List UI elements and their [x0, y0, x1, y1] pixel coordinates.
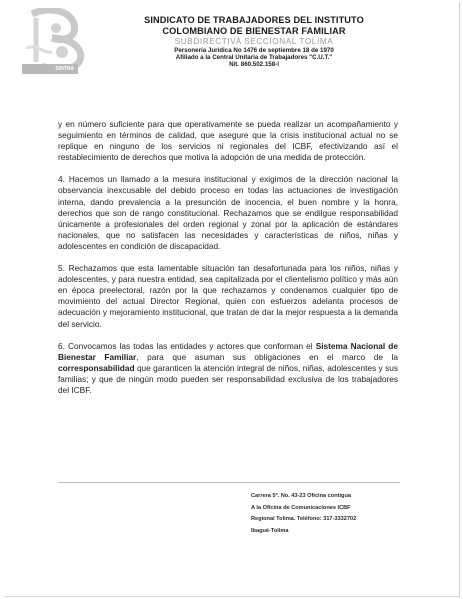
sistema-nacional-bold: Sistema Nacional de Bienestar Familiar: [58, 340, 398, 362]
affiliation: Afiliado a la Central Unitaria de Trabajadores "C.U.T.": [175, 53, 333, 61]
subdivision-name: SUBDIRECTIVA SECCIONAL TOLIMA: [174, 37, 334, 47]
address-line: Ibagué-Tolima: [251, 527, 289, 534]
address-line: A la Oficina de Comunicaciones ICBF: [251, 504, 351, 511]
letterhead: [104, 15, 404, 68]
paragraph-6-mid: , para que asuman sus obligaciones en el marco de la: [136, 351, 398, 362]
corresponsabilidad-bold: corresponsabilidad: [58, 362, 135, 373]
paragraph-6-start: 6. Convocamos las todas las entidades y actores que conforman el: [58, 340, 316, 351]
footer-address: [251, 491, 356, 537]
address-line: Carrera 5ª. No. 43-23 Oficina contigua: [251, 493, 351, 499]
nit-number: Nit. 860.502.158-l: [229, 60, 279, 68]
paragraph-6: [58, 341, 398, 396]
address-line: Regional Tolima. Teléfono: 317-3332702: [251, 516, 357, 523]
footer-divider: [58, 482, 400, 483]
letter-body: [58, 119, 398, 407]
paragraph-4: 4. Hacemos un llamado a la mesura institucional y exigimos de la dirección nacional la observancia inexcusable del debido proceso en todas las actuaciones de investigación interna, dando prevalencia a la presunción de inocencia, el buen nombre y la honra, derechos que son de rango constitucional. Rechazamos que se endilgue responsabilidad únicamente a profesionales del orden regional y zonal por la aplicación de estándares nacionales, que no satisfacen las necesidades y características de niños, niñas y adolescentes en condición de discapacidad.: [58, 174, 398, 251]
union-name-line1: SINDICATO DE TRABAJADORES DEL INSTITUTO: [144, 15, 364, 25]
legal-status: Personería Jurídica No 1476 de septiembre 18 de 1970: [174, 46, 334, 54]
paragraph-5: 5. Rechazamos que esta lamentable situación tan desafortunada para los niños, niñas y adolescentes, y para nuestra entidad, sea capitalizada por el clientelismo político y más aún en época preelectoral, razón por la que rechazamos y condenamos cualquier tipo de movimiento del actual Director Regional, quien con esfuerzos adelanta procesos de adecuación y mejoramiento institucional, que tratan de dar la mejor respuesta a la demanda del servicio.: [58, 263, 398, 329]
paragraph-6-end: que garanticen la atención integral de niños, niñas, adolescentes y sus familias; y que de ningún modo pueden ser responsabilidad exclusiva de los trabajadores del ICBF.: [58, 362, 398, 395]
logo-strip: SINTRA: [22, 64, 78, 74]
paragraph-continuation: y en número suficiente para que operativamente se pueda realizar un acompañamiento y seguimiento en términos de calidad, que asegure que la crisis institucional actual no se replique en ninguno de los servicios ni regionales del ICBF, efectivizando así el restablecimiento de derechos que motiva la adopción de una medida de protección.: [58, 119, 398, 163]
union-name-line2: COLOMBIANO DE BIENESTAR FAMILIAR: [162, 25, 346, 36]
